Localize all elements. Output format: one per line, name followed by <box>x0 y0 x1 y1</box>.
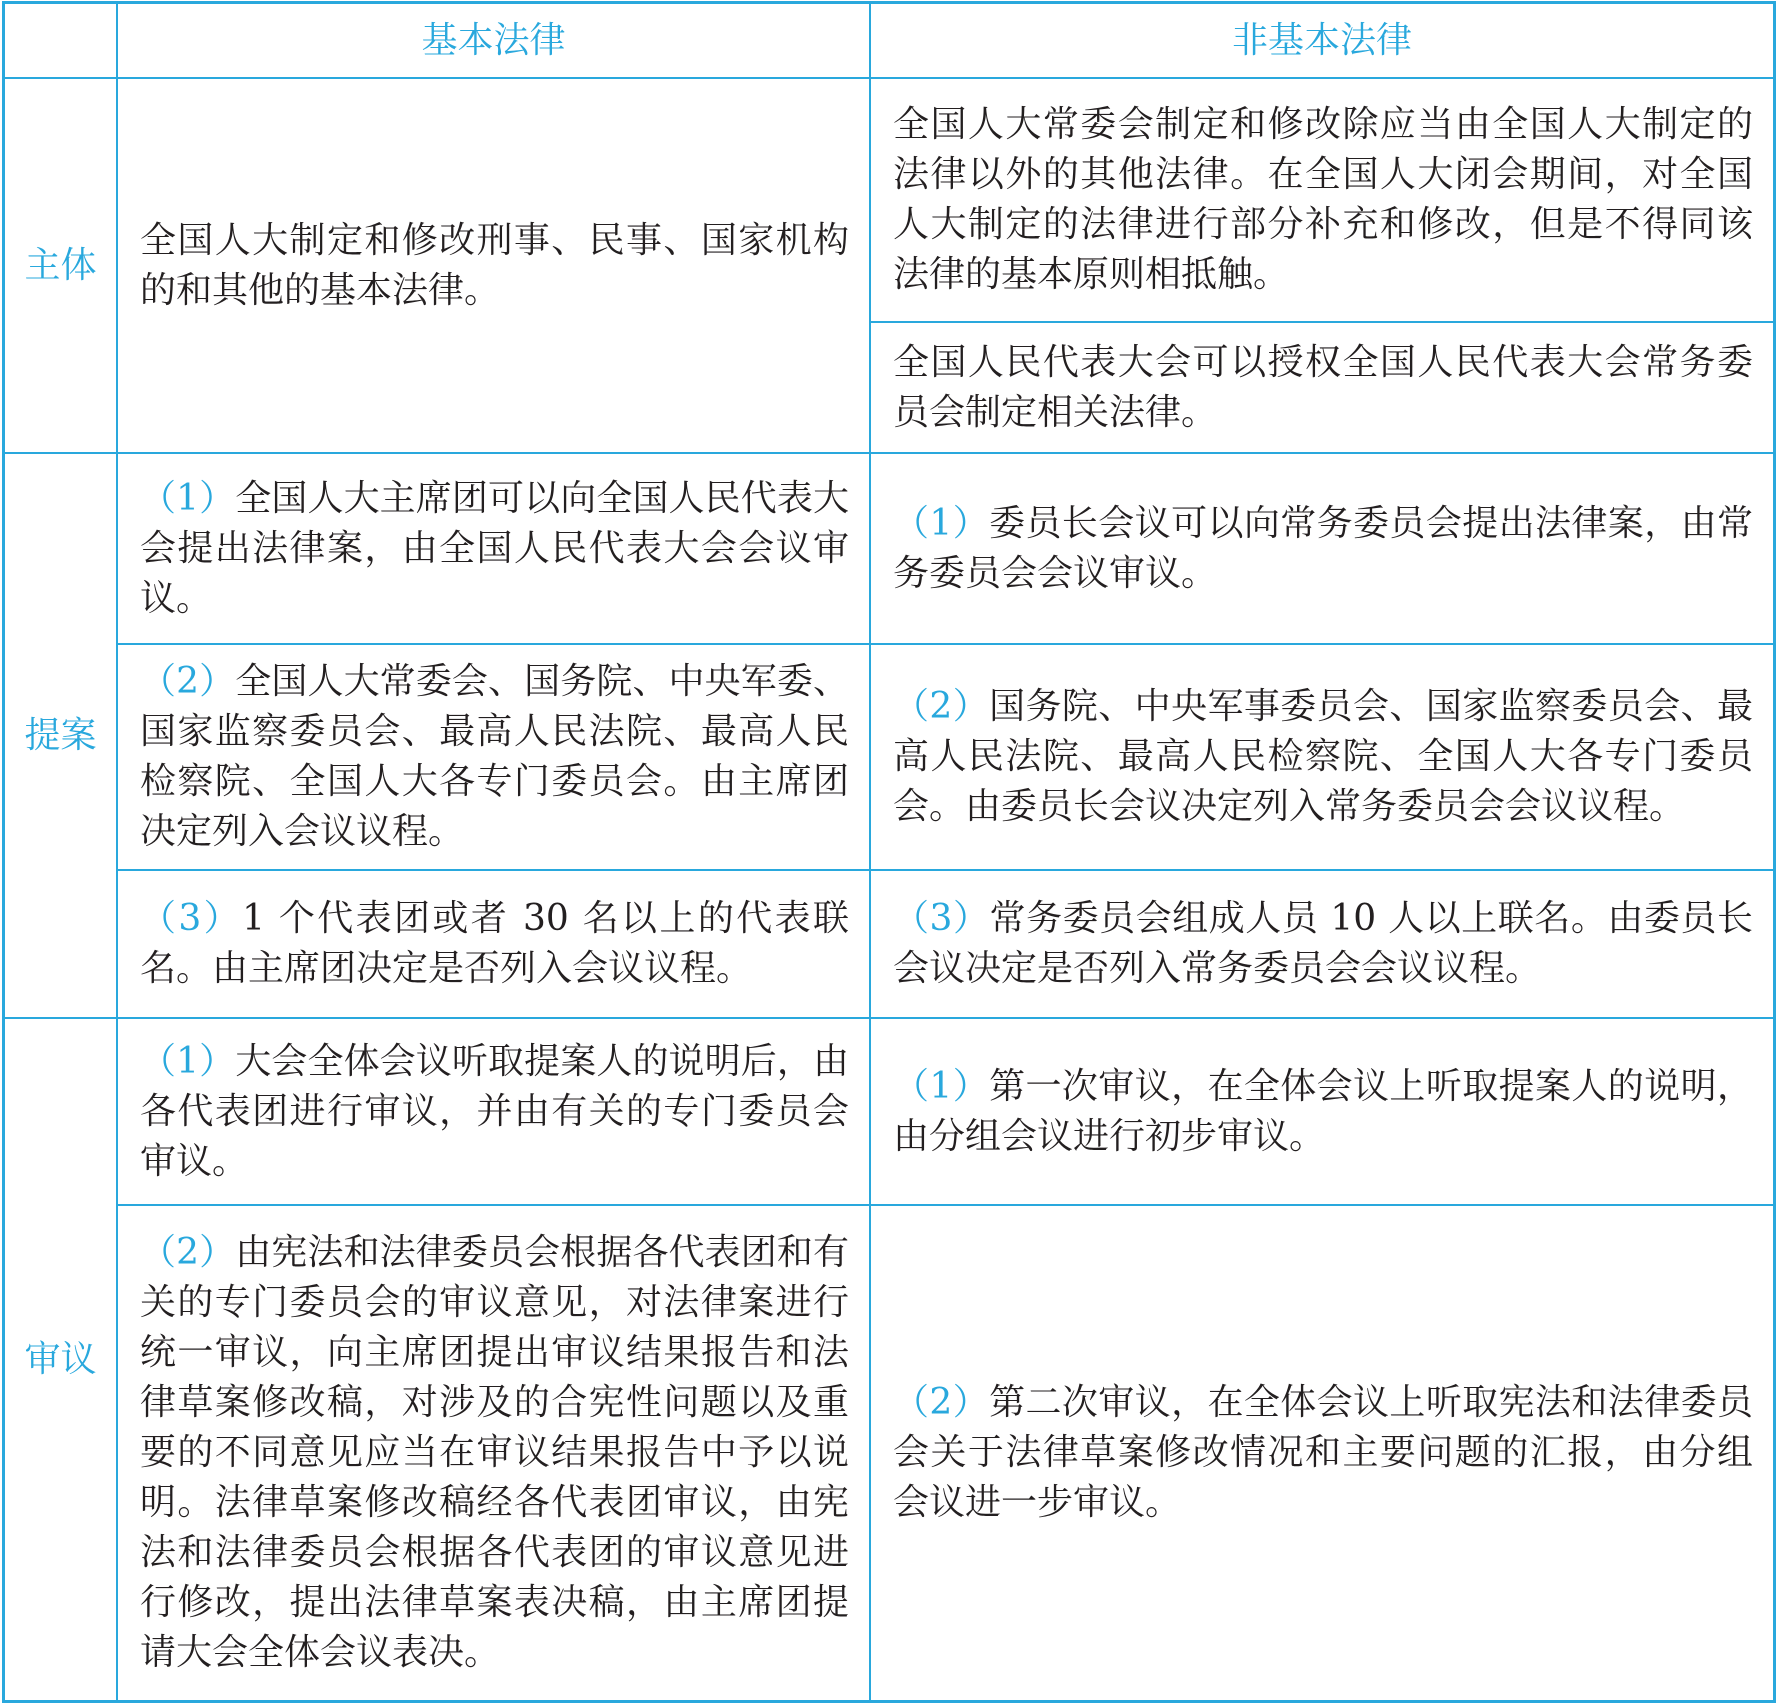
proposal-nonbasic-cell-2 <box>870 644 1774 870</box>
item-number: （1） <box>140 1040 236 1082</box>
subject-row-1 <box>4 78 1774 322</box>
item-number: （1） <box>893 502 990 544</box>
item-number: （1） <box>140 477 236 519</box>
review-nonbasic-cell-2 <box>870 1205 1774 1701</box>
proposal-row-1 <box>4 453 1774 643</box>
item-text: 第一次审议，在全体会议上听取提案人的说明，由分组会议进行初步审议。 <box>893 1065 1753 1157</box>
review-nonbasic-cell-1 <box>870 1018 1774 1205</box>
item-number: （2） <box>140 660 236 702</box>
review-basic-cell-1 <box>117 1018 870 1205</box>
item-text: 国务院、中央军事委员会、国家监察委员会、最高人民法院、最高人民检察院、全国人大各专门委员会。由委员长会议决定列入常务委员会会议议程。 <box>893 685 1753 827</box>
subject-basic-cell: 全国人大制定和修改刑事、民事、国家机构的和其他的基本法律。 <box>117 78 870 453</box>
column-header-non-basic-law: 非基本法律 <box>870 3 1774 78</box>
item-number: （3） <box>893 898 990 940</box>
proposal-nonbasic-cell-1 <box>870 453 1774 643</box>
item-text: 大会全体会议听取提案人的说明后，由各代表团进行审议，并由有关的专门委员会审议。 <box>140 1040 849 1182</box>
proposal-row-3 <box>4 870 1774 1018</box>
column-header-basic-law: 基本法律 <box>117 3 870 78</box>
item-number: （2） <box>893 1382 990 1424</box>
item-number: （2） <box>140 1232 236 1274</box>
item-text: 全国人大常委会、国务院、中央军委、国家监察委员会、最高人民法院、最高人民检察院、全国人大各专门委员会。由主席团决定列入会议议程。 <box>140 660 849 852</box>
proposal-row-2 <box>4 644 1774 870</box>
law-comparison-table <box>3 2 1775 1702</box>
item-number: （2） <box>893 685 990 727</box>
item-text: 第二次审议，在全体会议上听取宪法和法律委员会关于法律草案修改情况和主要问题的汇报，由分组会议进一步审议。 <box>893 1382 1753 1524</box>
subject-nonbasic-cell-2: 全国人民代表大会可以授权全国人民代表大会常务委员会制定相关法律。 <box>870 322 1774 453</box>
item-number: （1） <box>893 1065 990 1107</box>
row-label-review: 审议 <box>4 1018 117 1701</box>
item-text: 全国人大主席团可以向全国人民代表大会提出法律案，由全国人民代表大会会议审议。 <box>140 477 849 619</box>
proposal-basic-cell-3 <box>117 870 870 1018</box>
subject-nonbasic-cell-1: 全国人大常委会制定和修改除应当由全国人大制定的法律以外的其他法律。在全国人大闭会期间，对全国人大制定的法律进行部分补充和修改，但是不得同该法律的基本原则相抵触。 <box>870 78 1774 322</box>
item-text: 由宪法和法律委员会根据各代表团和有关的专门委员会的审议意见，对法律案进行统一审议，向主席团提出审议结果报告和法律草案修改稿，对涉及的合宪性问题以及重要的不同意见应当在审议结果报告中予以说明。法律草案修改稿经各代表团审议，由宪法和法律委员会根据各代表团的审议意见进行修改，提出法律草案表决稿，由主席团提请大会全体会议表决。 <box>140 1232 849 1674</box>
row-label-subject: 主体 <box>4 78 117 453</box>
item-number: （3） <box>140 898 243 940</box>
proposal-basic-cell-2 <box>117 644 870 870</box>
item-text: 1 个代表团或者 30 名以上的代表联名。由主席团决定是否列入会议议程。 <box>140 898 850 990</box>
item-text: 委员长会议可以向常务委员会提出法律案，由常务委员会会议审议。 <box>893 502 1753 594</box>
review-row-1 <box>4 1018 1774 1205</box>
item-text: 常务委员会组成人员 10 人以上联名。由委员长会议决定是否列入常务委员会会议议程。 <box>893 898 1754 990</box>
review-basic-cell-2 <box>117 1205 870 1701</box>
header-row <box>4 3 1774 78</box>
corner-cell <box>4 3 117 78</box>
proposal-basic-cell-1 <box>117 453 870 643</box>
review-row-2 <box>4 1205 1774 1701</box>
proposal-nonbasic-cell-3 <box>870 870 1774 1018</box>
row-label-proposal: 提案 <box>4 453 117 1018</box>
